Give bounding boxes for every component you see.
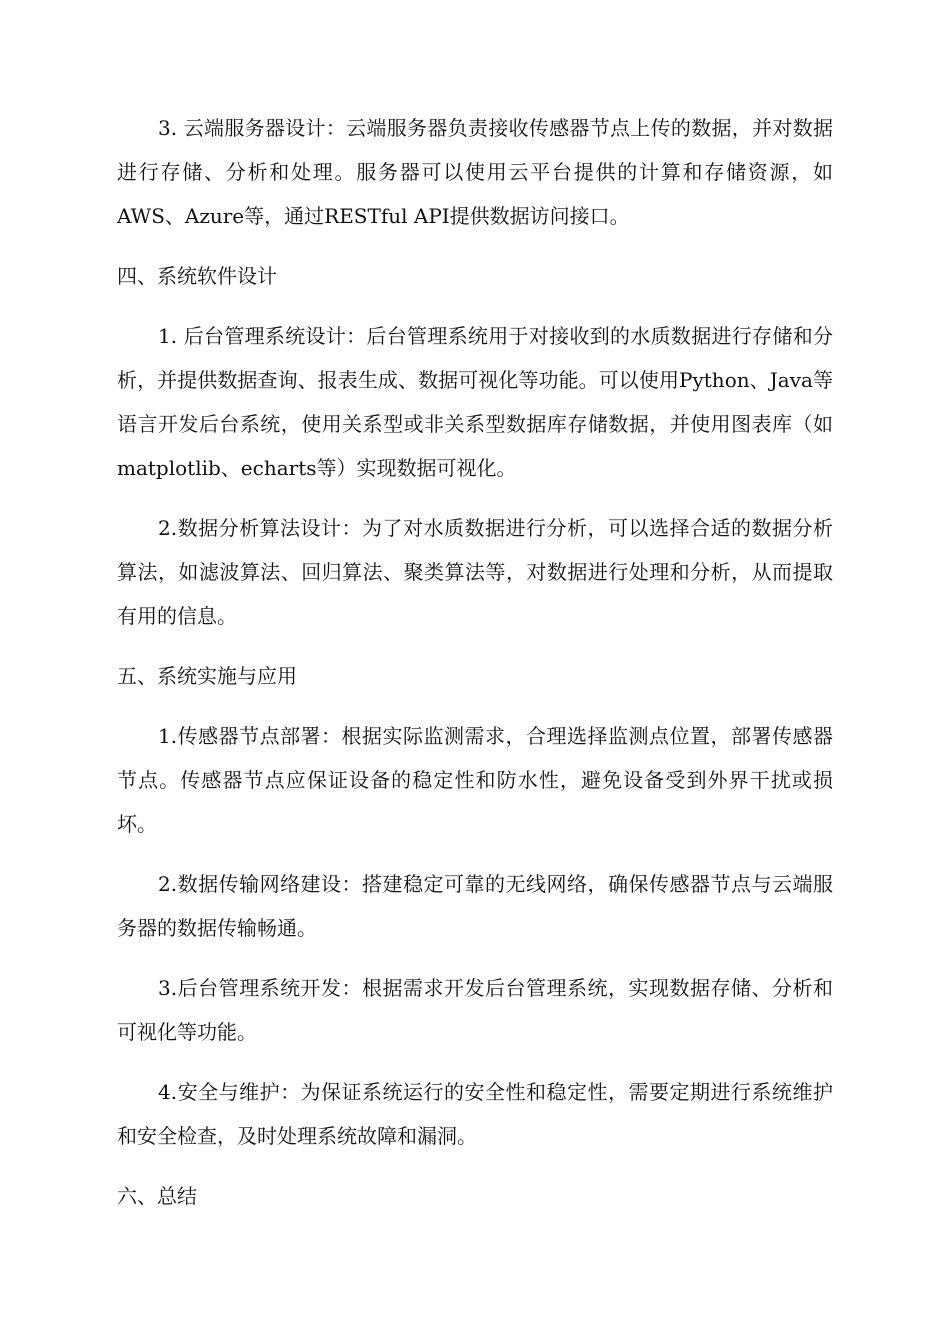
paragraph-network-construction: 2.数据传输网络建设：搭建稳定可靠的无线网络，确保传感器节点与云端服务器的数据传输畅通。	[117, 872, 833, 940]
paragraph-analysis-algorithm-design: 2.数据分析算法设计：为了对水质数据进行分析，可以选择合适的数据分析算法，如滤波算法、回归算法、聚类算法等，对数据进行处理和分析，从而提取有用的信息。	[117, 516, 833, 628]
paragraph-backend-development: 3.后台管理系统开发：根据需求开发后台管理系统，实现数据存储、分析和可视化等功能。	[117, 976, 833, 1044]
paragraph-cloud-server-design: 3. 云端服务器设计：云端服务器负责接收传感器节点上传的数据，并对数据进行存储、分析和处理。服务器可以使用云平台提供的计算和存储资源，如AWS、Azure等，通过RESTful API提供数据访问接口。	[117, 116, 833, 228]
paragraph-security-maintenance: 4.安全与维护：为保证系统运行的安全性和稳定性，需要定期进行系统维护和安全检查，及时处理系统故障和漏洞。	[117, 1080, 833, 1148]
document-page	[117, 106, 833, 1234]
paragraph-sensor-deployment: 1.传感器节点部署：根据实际监测需求，合理选择监测点位置，部署传感器节点。传感器节点应保证设备的稳定性和防水性，避免设备受到外界干扰或损坏。	[117, 724, 833, 836]
paragraph-backend-system-design: 1. 后台管理系统设计：后台管理系统用于对接收到的水质数据进行存储和分析，并提供数据查询、报表生成、数据可视化等功能。可以使用Python、Java等语言开发后台系统，使用关系型或非关系型数据库存储数据，并使用图表库（如matplotlib、echarts等）实现数据可视化。	[117, 324, 833, 480]
section-heading-implementation: 五、系统实施与应用	[117, 664, 297, 688]
section-heading-summary: 六、总结	[117, 1184, 197, 1208]
section-heading-software-design: 四、系统软件设计	[117, 264, 277, 288]
